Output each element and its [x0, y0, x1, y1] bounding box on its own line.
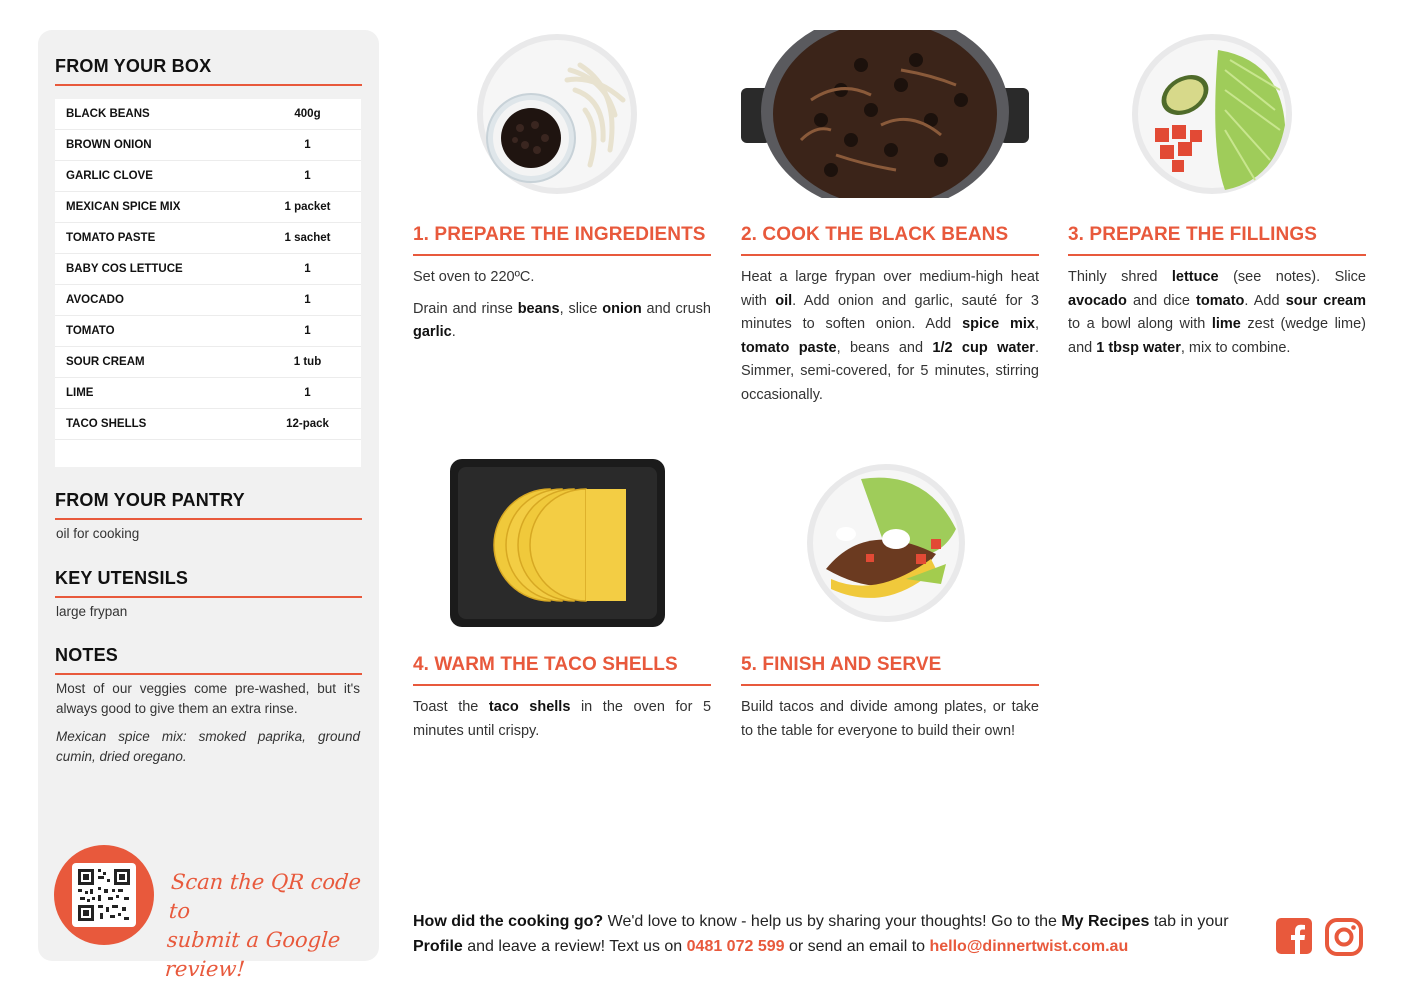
table-row — [55, 378, 361, 409]
footer-text: We'd love to know - help us by sharing your thoughts! Go to the — [603, 913, 1062, 930]
step5-image — [806, 459, 966, 627]
table-row — [55, 99, 361, 130]
step2-image — [741, 30, 1029, 198]
table-row — [55, 316, 361, 347]
ingredient-qty: 1 — [304, 325, 311, 337]
table-row — [55, 409, 361, 440]
qr-code-icon[interactable] — [72, 863, 136, 927]
step1-body — [413, 266, 711, 353]
email-link[interactable]: hello@dinnertwist.com.au — [929, 938, 1129, 955]
ingredient-name: TOMATO PASTE — [66, 232, 156, 244]
ingredient-name: GARLIC CLOVE — [66, 170, 153, 182]
step5-title: 5. FINISH AND SERVE — [741, 654, 1039, 686]
table-row — [55, 223, 361, 254]
ingredient-name: BABY COS LETTUCE — [66, 263, 183, 275]
ingredient-name: BROWN ONION — [66, 139, 152, 151]
instagram-icon[interactable] — [1325, 918, 1363, 956]
ingredients-table — [55, 99, 361, 467]
footer-text: tab in your — [1149, 913, 1229, 930]
facebook-icon[interactable] — [1276, 918, 1312, 954]
pantry-title: FROM YOUR PANTRY — [55, 490, 362, 520]
qr-caption-line2: submit a Google review! — [164, 928, 342, 981]
utensils-text: large frypan — [56, 604, 128, 619]
ingredient-name: SOUR CREAM — [66, 356, 145, 368]
qr-badge[interactable] — [54, 845, 154, 945]
table-row — [55, 347, 361, 378]
notes-text — [56, 679, 360, 775]
step1-title: 1. PREPARE THE INGREDIENTS — [413, 224, 711, 256]
step2-para: Heat a large frypan over medium-high heat with oil. Add onion and garlic, sauté for 3 minutes to soften onion. Add spice mix, tomato paste, beans and 1/2 cup water. Simmer, semi-covered, for 5 minutes, stirring occasionally. — [741, 269, 1040, 403]
ingredient-qty: 1 — [304, 263, 311, 275]
footer-profile: Profile — [413, 938, 463, 955]
ingredient-name: BLACK BEANS — [66, 108, 150, 120]
table-row — [55, 130, 361, 161]
step4-para: Toast the taco shells in the oven for 5 minutes until crispy. — [413, 699, 712, 739]
step5-body — [741, 696, 1039, 751]
ingredient-name: MEXICAN SPICE MIX — [66, 201, 181, 213]
step1-para2: Drain and rinse beans, slice onion and crush garlic. — [413, 300, 711, 340]
footer-question: How did the cooking go? — [413, 913, 604, 930]
ingredient-qty: 1 sachet — [284, 232, 331, 244]
ingredient-qty: 1 — [304, 294, 311, 306]
ingredient-name: LIME — [66, 387, 94, 399]
from-box-title: FROM YOUR BOX — [55, 56, 362, 86]
step3-image — [1130, 30, 1295, 198]
step2-body — [741, 266, 1039, 415]
notes-paragraph: Most of our veggies come pre-washed, but it's always good to give them an extra rinse. — [56, 681, 360, 716]
step4-title: 4. WARM THE TACO SHELLS — [413, 654, 711, 686]
step4-image — [450, 459, 665, 627]
ingredient-name: TACO SHELLS — [66, 418, 147, 430]
notes-title: NOTES — [55, 645, 362, 675]
table-row — [55, 161, 361, 192]
step3-body — [1068, 266, 1366, 368]
qr-caption-line1: Scan the QR code to — [168, 870, 362, 923]
ingredient-qty: 1 tub — [293, 356, 322, 368]
ingredient-qty: 12-pack — [286, 418, 329, 430]
table-row — [55, 254, 361, 285]
step2-title: 2. COOK THE BLACK BEANS — [741, 224, 1039, 256]
ingredient-qty: 1 — [304, 387, 311, 399]
step1-image — [475, 30, 640, 198]
step5-para: Build tacos and divide among plates, or take to the table for everyone to build their own! — [741, 699, 1039, 739]
pantry-text: oil for cooking — [56, 526, 140, 541]
ingredient-qty: 400g — [294, 108, 321, 120]
step4-body — [413, 696, 711, 751]
ingredient-qty: 1 packet — [284, 201, 331, 213]
sidebar — [38, 30, 379, 981]
footer-text: or send an email to — [784, 938, 930, 955]
step1-para1: Set oven to 220ºC. — [413, 269, 535, 285]
ingredient-qty: 1 — [304, 170, 311, 182]
ingredient-qty: 1 — [304, 139, 311, 151]
step3-title: 3. PREPARE THE FILLINGS — [1068, 224, 1366, 256]
footer-text: and leave a review! Text us on — [462, 938, 687, 955]
ingredient-name: TOMATO — [66, 325, 115, 337]
footer-my-recipes: My Recipes — [1061, 913, 1150, 930]
qr-caption — [164, 868, 372, 984]
utensils-title: KEY UTENSILS — [55, 568, 362, 598]
feedback-footer — [413, 909, 1263, 959]
ingredient-name: AVOCADO — [66, 294, 124, 306]
table-row — [55, 192, 361, 223]
step3-para: Thinly shred lettuce (see notes). Slice avocado and dice tomato. Add sour cream to a bowl along with lime zest (wedge lime) and 1 tbsp water, mix to combine. — [1068, 269, 1367, 356]
phone-link[interactable]: 0481 072 599 — [686, 938, 785, 955]
table-row — [55, 285, 361, 316]
notes-spice-mix: Mexican spice mix: smoked paprika, ground cumin, dried oregano. — [56, 729, 360, 764]
